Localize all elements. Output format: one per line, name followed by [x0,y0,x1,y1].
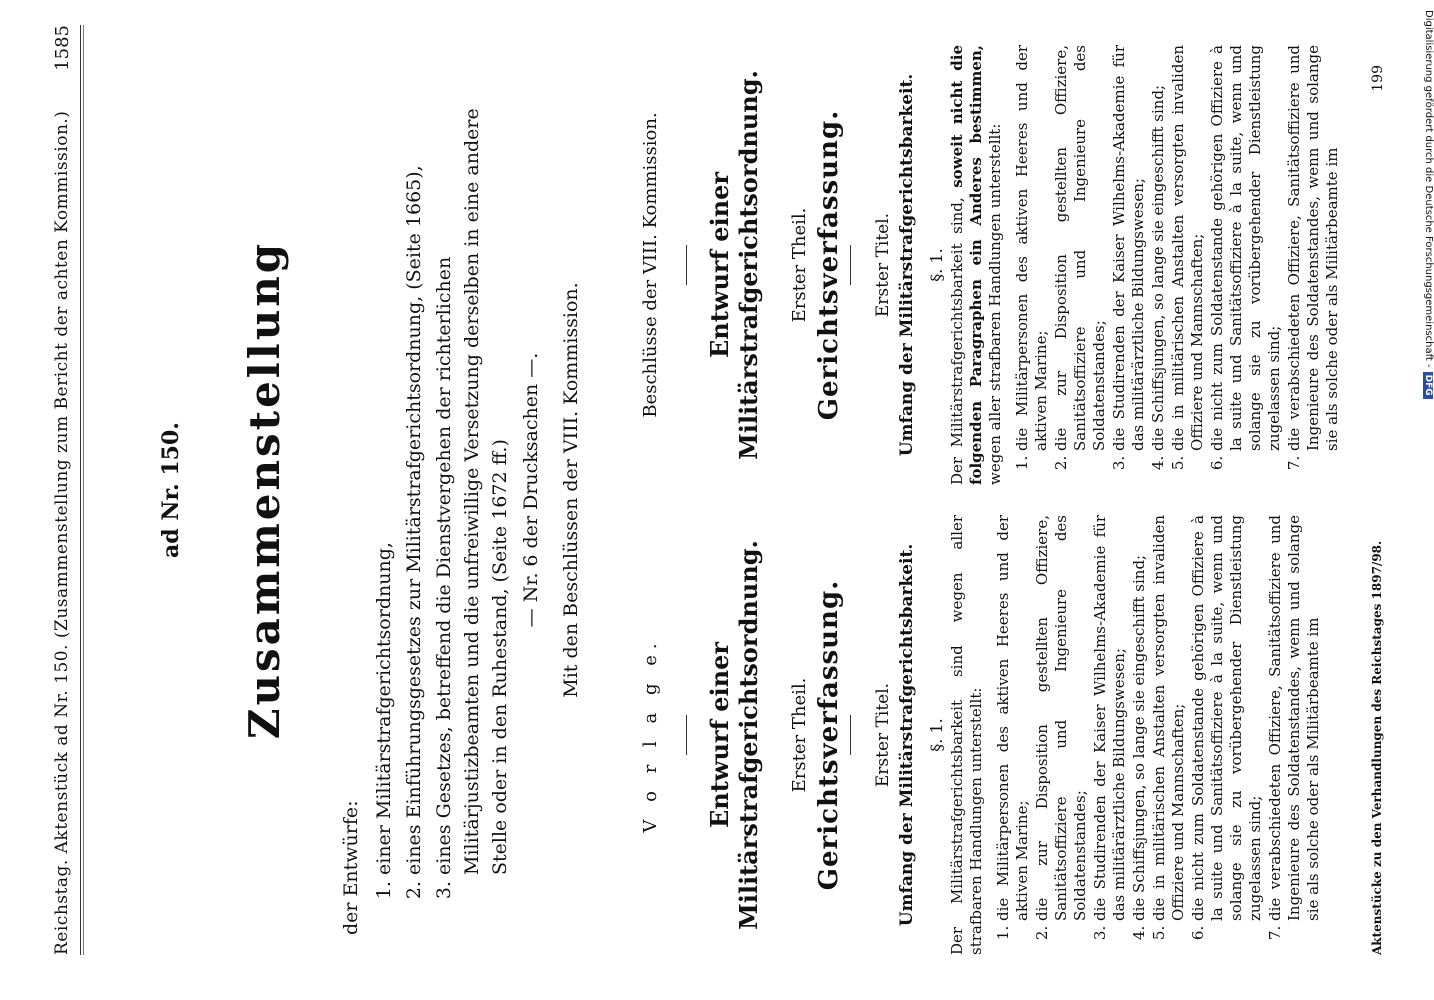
paragraph-number: §. 1. [927,718,946,752]
title-heading: Erster Titel. [873,212,893,318]
digitization-note [1416,10,1434,396]
amendment-emphasis: soweit nicht die folgenden Paragraphen ein Anderes bestimmen, [948,45,985,485]
header-rule-secondary [83,25,84,955]
list-item: 3. die Studirenden der Kaiser Wilhelms-Akademie für das militärärztliche Bildungswesen; [1091,515,1129,921]
persons-list [1013,45,1342,485]
persons-list [994,515,1323,955]
divider [686,715,687,755]
left-column-vorlage [640,515,1324,955]
section-heading: Gerichtsverfassung. [814,579,844,891]
divider [686,245,687,285]
page-number: 1585 [52,25,73,71]
column-heading: Beschlüsse der VIII. Kommission. [640,112,661,418]
list-item: 4. die Schiffsjungen, so lange sie eingeschifft sind; [1149,45,1168,451]
list-item: 6. die nicht zum Soldatenstande gehörigen Offiziere à la suite und Sanitätsoffiziere à la suite, wenn und solange sie zu vorübergehender Dienstleistung zugelassen sind; [1208,45,1284,451]
list-item: 7. die verabschiedeten Offiziere, Sanitätsoffiziere und Ingenieure des Soldatenstandes, wenn und solange sie als solche oder als Militärbeamte im [1266,515,1323,921]
intro-part: Der Militärstrafgerichtsbarkeit sind, [948,197,966,485]
divider [850,245,851,285]
list-item: 7. die verabschiedeten Offiziere, Sanitätsoffiziere und Ingenieure des Soldatenstandes, wenn und solange sie als solche oder als Militärbeamte im [1285,45,1342,451]
paragraph-intro [948,45,1005,485]
beschluesse-line: Mit den Beschlüssen der VIII. Kommission. [560,282,582,698]
right-column-beschluesse [640,45,1343,485]
dfg-logo: DFG [1423,372,1433,399]
digitization-text: Digitalisierung gefördert durch die Deutsche Forschungsgemeinschaft - [1423,10,1434,368]
divider [850,715,851,755]
draft-item: 1. einer Militärstrafgerichtsordnung, [370,55,398,875]
signature-number: 199 [1370,65,1386,92]
title-heading: Erster Titel. [873,682,893,788]
part-heading: Erster Theil. [789,677,810,793]
intro-block [340,55,516,935]
draft-list [370,55,514,935]
subtitle-heading: Umfang der Militärstrafgerichtsbarkeit. [897,543,917,927]
drucksachen-line: — Nr. 6 der Drucksachen —. [520,352,542,628]
list-item: 1. die Militärpersonen des aktiven Heeres und der aktiven Marine; [994,515,1032,921]
document-number: ad Nr. 150. [158,422,184,558]
paragraph-number: §. 1. [927,248,946,282]
intro-lead: der Entwürfe: [340,800,362,935]
list-item: 5. die in militärischen Anstalten versorgten invaliden Offiziere und Mannschaften; [1169,45,1207,451]
main-title: Zusammenstellung [240,240,289,740]
list-item: 2. die zur Disposition gestellten Offiziere, Sanitätsoffiziere und Ingenieure des Soldatenstandes; [1033,515,1090,921]
part-heading: Erster Theil. [789,207,810,323]
list-item: 5. die in militärischen Anstalten versorgten invaliden Offiziere und Mannschaften; [1150,515,1188,921]
document-page [40,25,1420,955]
list-item: 6. die nicht zum Soldatenstande gehörigen Offiziere à la suite und Sanitätsoffiziere à la suite, wenn und solange sie zu vorübergehender Dienstleistung zugelassen sind; [1189,515,1265,921]
draft-item: 3. eines Gesetzes, betreffend die Dienstvergehen der richterlichen Militärjustizbeamten und die unfreiwillige Versetzung derselben in eine andere Stelle oder in den Ruhestand, (Seite 1672 ff.) [430,55,514,875]
draft-title: Entwurf einer Militärstrafgerichtsordnung. [705,70,763,460]
header-title: Reichstag. Aktenstück ad Nr. 150. (Zusammenstellung zum Bericht der achten Kommission.) [52,110,72,955]
column-heading: V o r l a g e. [640,637,661,833]
list-item: 1. die Militärpersonen des aktiven Heeres und der aktiven Marine; [1013,45,1051,451]
paragraph-intro: Der Militärstrafgerichtsbarkeit sind wegen aller strafbaren Handlungen unterstellt: [948,515,985,955]
section-heading: Gerichtsverfassung. [814,109,844,421]
list-item: 2. die zur Disposition gestellten Offiziere, Sanitätsoffiziere und Ingenieure des Soldatenstandes; [1052,45,1109,451]
draft-title: Entwurf einer Militärstrafgerichtsordnung. [705,540,763,930]
footer-note: Aktenstücke zu den Verhandlungen des Reichstages 1897/98. [1370,540,1384,955]
intro-part: wegen aller strafbaren Handlungen unterstellt: [986,123,1004,485]
list-item: 4. die Schiffsjungen, so lange sie eingeschifft sind; [1130,515,1149,921]
header-rule [80,25,81,955]
subtitle-heading: Umfang der Militärstrafgerichtsbarkeit. [897,73,917,457]
list-item: 3. die Studirenden der Kaiser Wilhelms-Akademie für das militärärztliche Bildungswesen; [1110,45,1148,451]
running-header [40,25,80,955]
draft-item: 2. eines Einführungsgesetzes zur Militärstrafgerichtsordnung, (Seite 1665), [400,55,428,875]
